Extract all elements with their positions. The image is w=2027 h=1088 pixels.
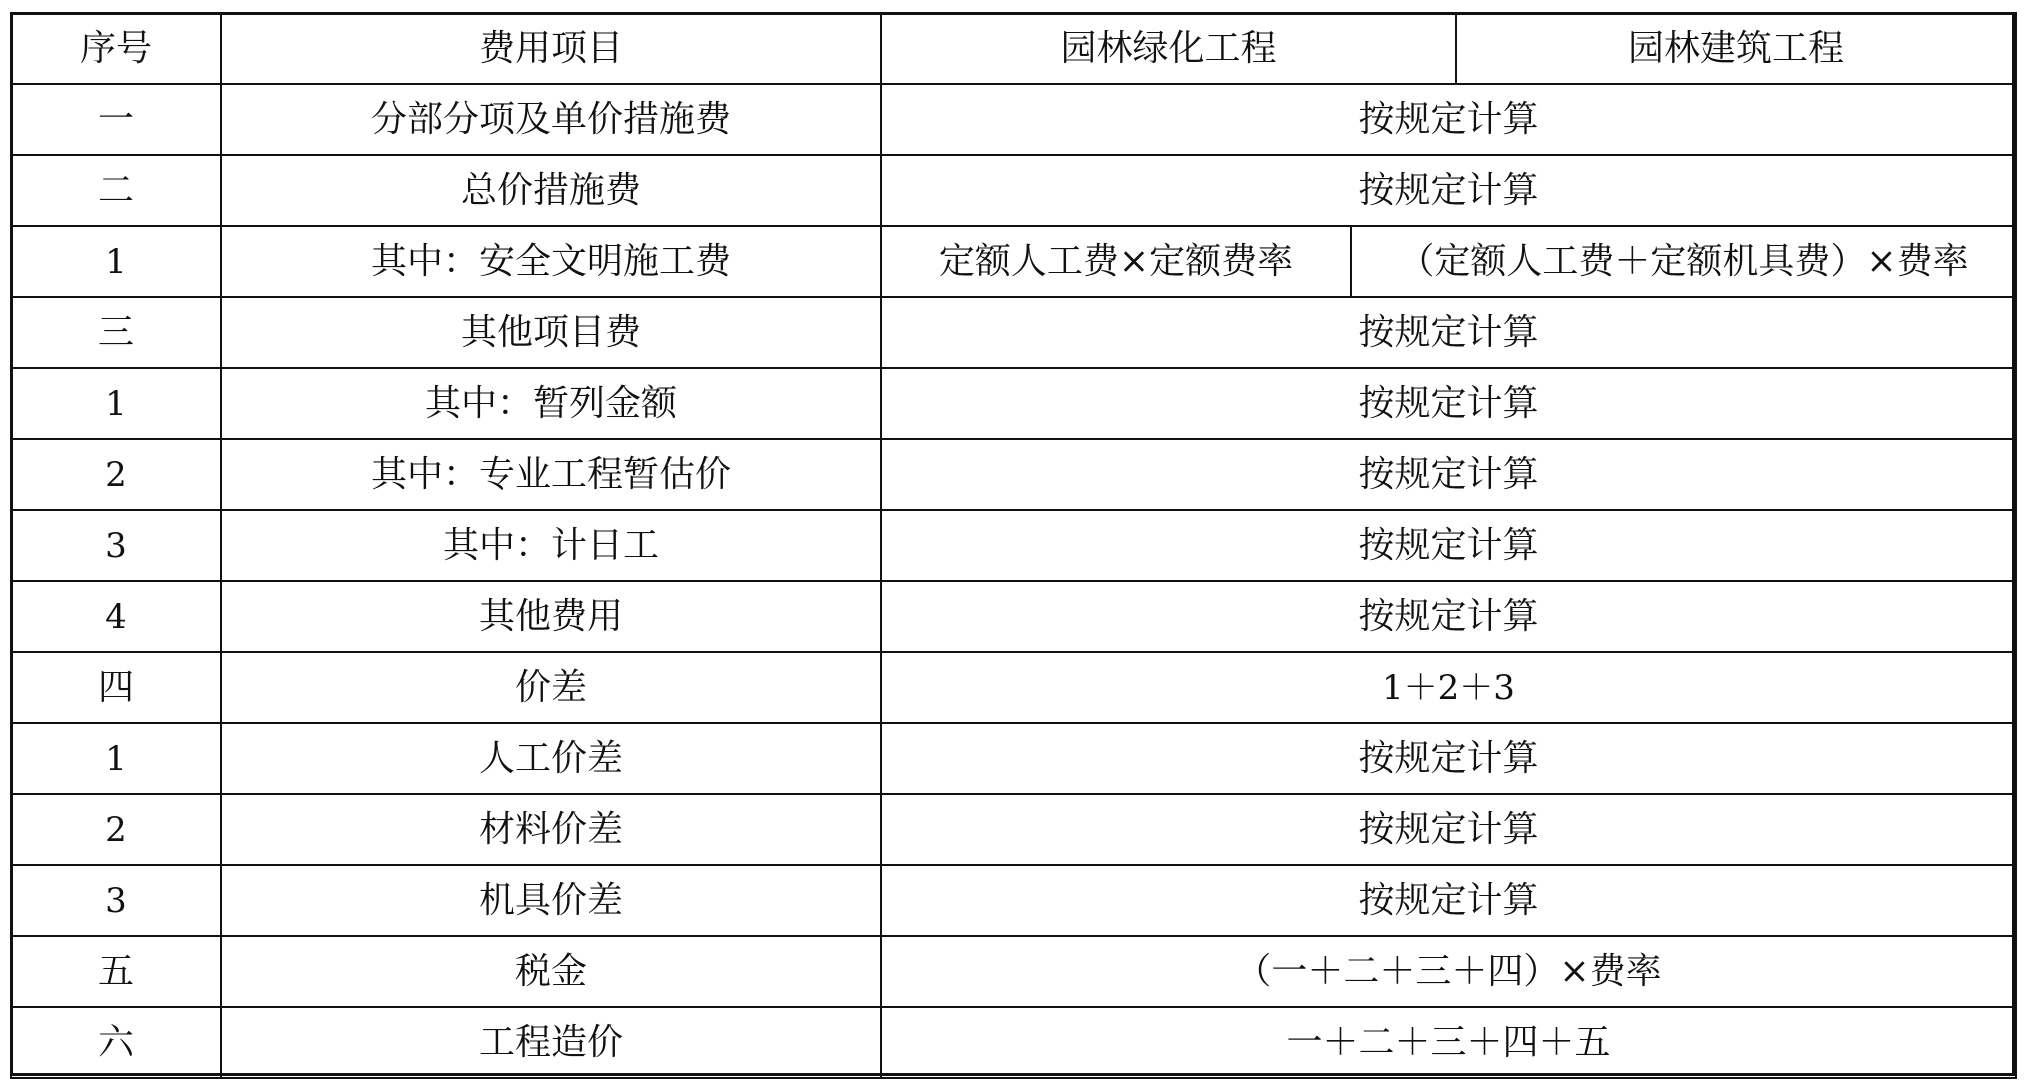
row-item: 其他项目费 — [221, 297, 881, 368]
row-item: 其中：暂列金额 — [221, 368, 881, 439]
row-no: 2 — [11, 439, 221, 510]
row-value: （一＋二＋三＋四）×费率 — [881, 936, 2016, 1007]
header-no: 序号 — [11, 13, 221, 84]
row-value: 1＋2＋3 — [881, 652, 2016, 723]
row-item: 税金 — [221, 936, 881, 1007]
row-item: 其他费用 — [221, 581, 881, 652]
header-item: 费用项目 — [221, 13, 881, 84]
row-no: 1 — [11, 723, 221, 794]
row-item: 其中：专业工程暂估价 — [221, 439, 881, 510]
header-build: 园林建筑工程 — [1456, 13, 2016, 84]
row-value: 按规定计算 — [881, 865, 2016, 936]
row-item: 其中：安全文明施工费 — [221, 226, 881, 297]
row-no: 2 — [11, 794, 221, 865]
row-no: 3 — [11, 510, 221, 581]
row-no: 1 — [11, 226, 221, 297]
row-value: 按规定计算 — [881, 368, 2016, 439]
row-no: 六 — [11, 1007, 221, 1078]
table-outer-border — [10, 12, 2015, 1076]
row-item: 机具价差 — [221, 865, 881, 936]
row-no: 1 — [11, 368, 221, 439]
row-value: 一＋二＋三＋四＋五 — [881, 1007, 2016, 1078]
row-value: 按规定计算 — [881, 581, 2016, 652]
row-no: 二 — [11, 155, 221, 226]
row-value: 按规定计算 — [881, 155, 2016, 226]
row-no: 4 — [11, 581, 221, 652]
row-value: 按规定计算 — [881, 84, 2016, 155]
row-value: 按规定计算 — [881, 723, 2016, 794]
row-item: 总价措施费 — [221, 155, 881, 226]
row-item: 分部分项及单价措施费 — [221, 84, 881, 155]
row-no: 三 — [11, 297, 221, 368]
header-green: 园林绿化工程 — [881, 13, 1456, 84]
row-value: 按规定计算 — [881, 439, 2016, 510]
row-no: 3 — [11, 865, 221, 936]
row-no: 一 — [11, 84, 221, 155]
row-item: 材料价差 — [221, 794, 881, 865]
row-item: 价差 — [221, 652, 881, 723]
row-item: 人工价差 — [221, 723, 881, 794]
row-value: 按规定计算 — [881, 510, 2016, 581]
row-value: 按规定计算 — [881, 297, 2016, 368]
row-item: 其中：计日工 — [221, 510, 881, 581]
row-value: 按规定计算 — [881, 794, 2016, 865]
row-no: 四 — [11, 652, 221, 723]
row-no: 五 — [11, 936, 221, 1007]
row-build-formula: （定额人工费＋定额机具费）×费率 — [1351, 226, 2016, 297]
row-green-formula: 定额人工费×定额费率 — [881, 226, 1351, 297]
row-item: 工程造价 — [221, 1007, 881, 1078]
